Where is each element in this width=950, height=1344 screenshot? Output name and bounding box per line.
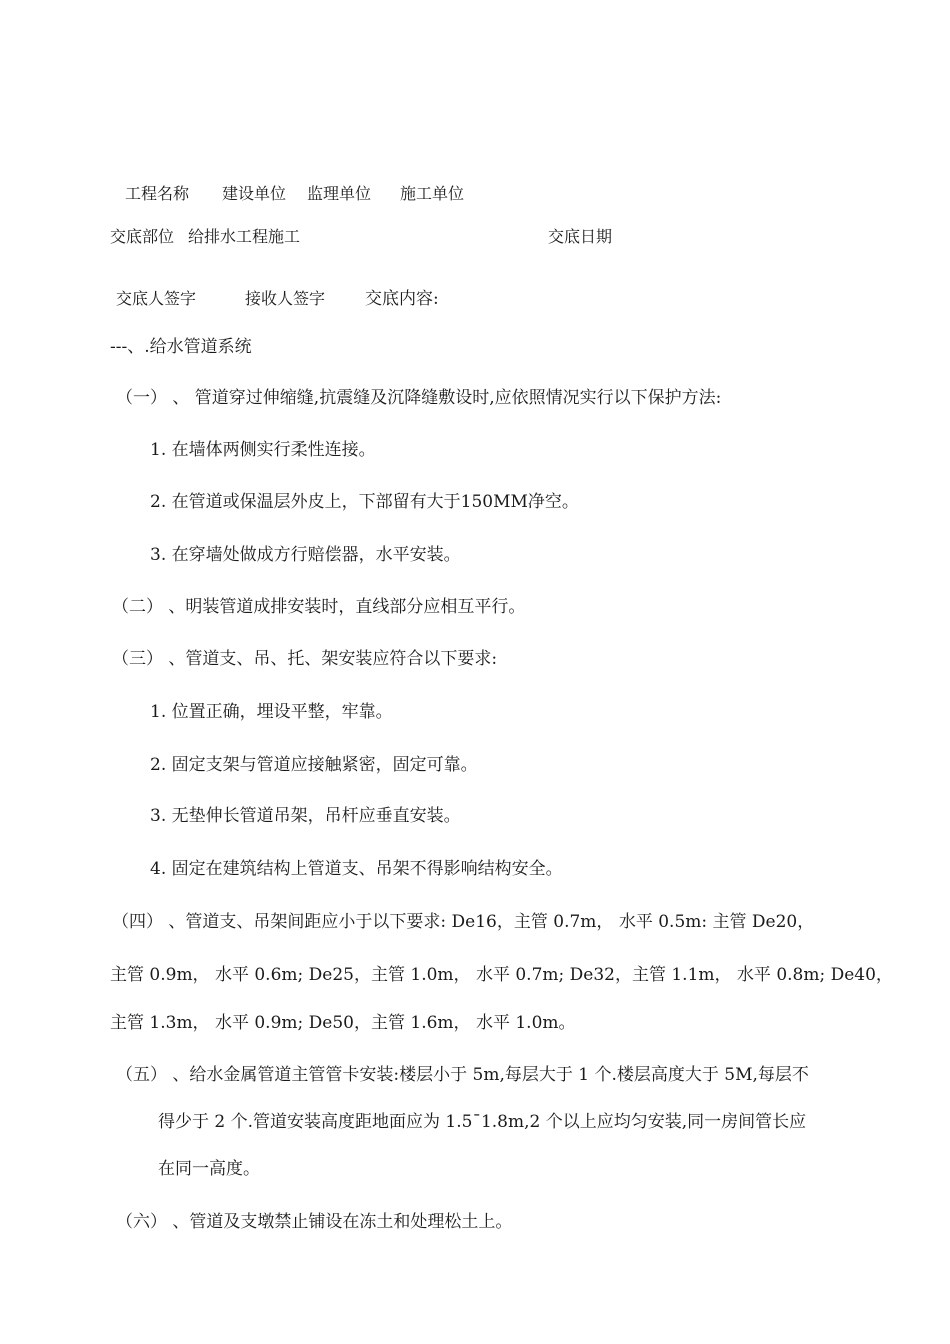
project-name-label: 工程名称 [125,184,190,203]
item-4-line-1: （四） 、管道支、吊架间距应小于以下要求: De16，主管 0.7m， 水平 0.5m: 主管 De20， [112,912,815,932]
item-2-title: （二） 、明装管道成排安装时，直线部分应相互平行。 [112,597,526,617]
item-6-title: （六） 、管道及支墩禁止铺设在冻土和处理松土上。 [116,1212,513,1232]
item-3-sub-3: 3. 无垫伸长管道吊架，吊杆应垂直安装。 [150,806,461,826]
location-label: 交底部位 [110,227,175,246]
item-4-line-2: 主管 0.9m， 水平 0.6m; De25，主管 1.0m， 水平 0.7m; De32，主管 1.1m， 水平 0.8m; De40， [110,965,893,985]
item-1-sub-3: 3. 在穿墙处做成方行赔偿器，水平安装。 [150,545,461,565]
item-3-sub-2: 2. 固定支架与管道应接触紧密，固定可靠。 [150,755,478,775]
item-3-sub-1: 1. 位置正确，埋设平整，牢靠。 [150,702,393,722]
item-1-sub-2: 2. 在管道或保温层外皮上，下部留有大于150MM净空。 [150,492,579,512]
item-3-title: （三） 、管道支、吊、托、架安装应符合以下要求: [112,649,498,669]
contractor-label: 施工单位 [400,184,465,203]
item-5-line-2: 得少于 2 个.管道安装高度距地面应为 1.5ˉ1.8m,2 个以上应均匀安装,同一房间管长应 [158,1112,807,1132]
item-3-sub-4: 4. 固定在建筑结构上管道支、吊架不得影响结构安全。 [150,859,563,879]
supervisor-label: 监理单位 [307,184,372,203]
date-label: 交底日期 [548,227,613,246]
content-label: 交底内容: [365,289,439,309]
item-5-line-3: 在同一高度。 [158,1159,260,1179]
builder-label: 建设单位 [222,184,287,203]
item-4-line-3: 主管 1.3m， 水平 0.9m; De50，主管 1.6m， 水平 1.0m。 [110,1013,576,1033]
section-title: ---、.给水管道系统 [110,337,252,357]
item-1-title: （一） 、 管道穿过伸缩缝,抗震缝及沉降缝敷设时,应依照情况实行以下保护方法: [116,388,722,408]
item-1-sub-1: 1. 在墙体两侧实行柔性连接。 [150,440,376,460]
receiver-sign-label: 接收人签字 [245,289,326,308]
issuer-sign-label: 交底人签字 [116,289,197,308]
location-value: 给排水工程施工 [188,227,301,246]
item-5-line-1: （五） 、给水金属管道主管管卡安装:楼层小于 5m,每层大于 1 个.楼层高度大于 5M,每层不 [116,1065,809,1085]
